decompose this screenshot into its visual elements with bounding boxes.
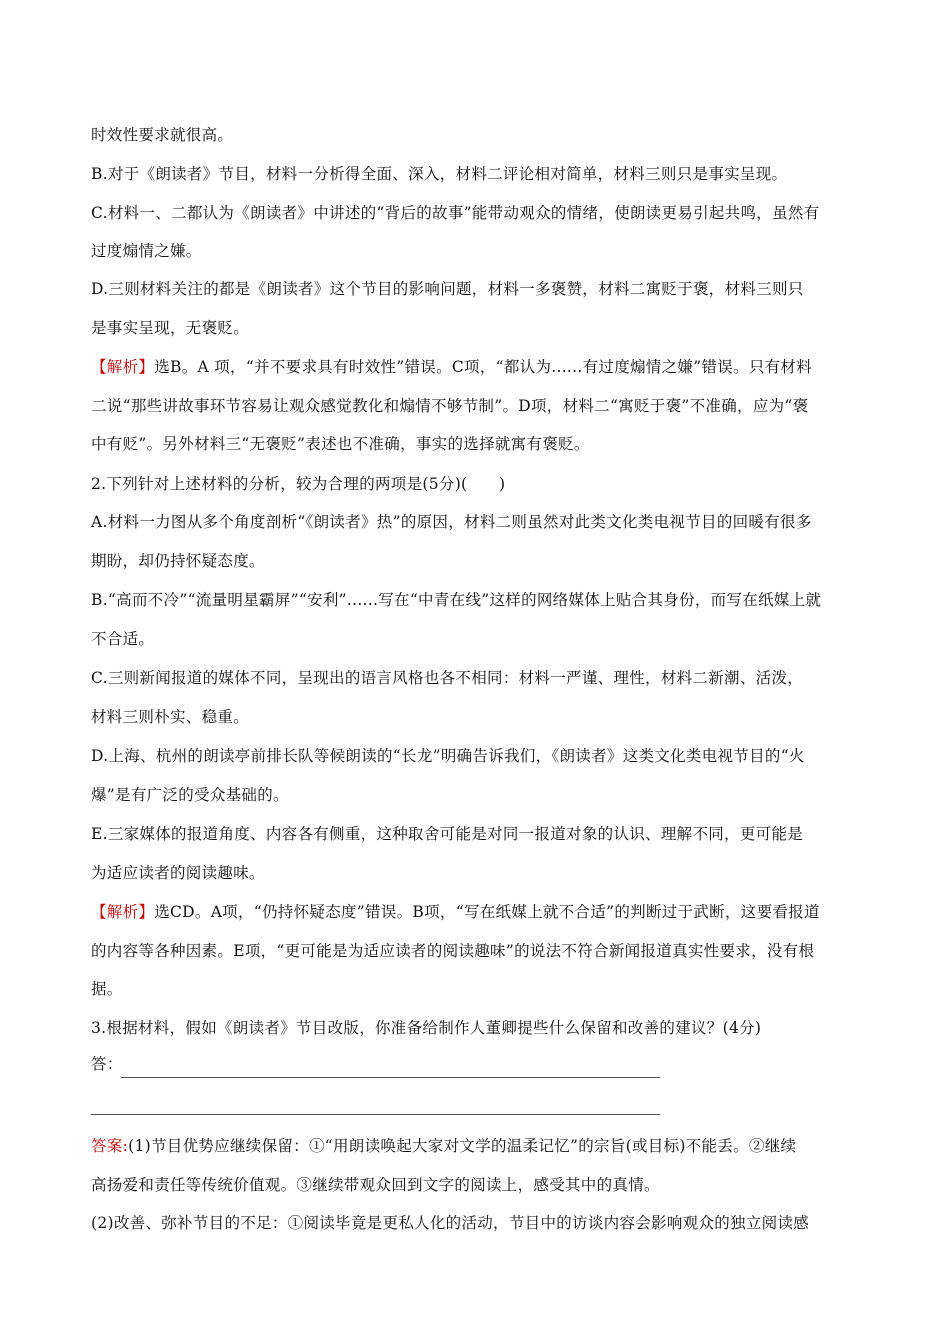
text-line: 中有贬”。另外材料三“无褒贬”表述也不准确，事实的选择就寓有褒贬。	[91, 435, 590, 453]
option-c-line: C.三则新闻报道的媒体不同，呈现出的语言风格也各不相同：材料一严谨、理性，材料二新潮、活泼，	[91, 669, 804, 687]
option-d-line: D.上海、杭州的朗读亭前排长队等候朗读的“长龙”明确告诉我们，《朗读者》这类文化类电视节目的“火	[91, 747, 805, 765]
analysis-label: 【解析】	[91, 358, 155, 376]
answer-text: (1)节目优势应继续保留：①“用朗读唤起大家对文学的温柔记忆”的宗旨(或目标)不能丢。②继续	[128, 1137, 797, 1155]
text-line: 为适应读者的阅读趣味。	[91, 864, 265, 882]
text-line: 过度煽情之嫌。	[91, 242, 202, 260]
analysis-text: 选B。A 项，“并不要求具有时效性”错误。C项，“都认为......有过度煽情之嫌”错误。只有材料	[154, 358, 813, 376]
text-line: 是事实呈现，无褒贬。	[91, 319, 250, 337]
answer-label: 答案:	[91, 1137, 129, 1155]
option-b-line: B.“高而不冷”“流量明星霸屏”“安利”......写在“中青在线”这样的网络媒体上贴合其身份，而写在纸媒上就	[91, 591, 822, 609]
text-line: 时效性要求就很高。	[91, 126, 234, 144]
text-line: (2)改善、弥补节目的不足：①阅读毕竟是更私人化的活动，节目中的访谈内容会影响观众的独立阅读感	[91, 1214, 810, 1232]
question-3: 3.根据材料，假如《朗读者》节目改版，你准备给制作人董卿提些什么保留和改善的建议？(4分)	[91, 1019, 762, 1037]
analysis-label: 【解析】	[91, 903, 155, 921]
option-b-line: B.对于《朗读者》节目，材料一分析得全面、深入，材料二评论相对简单，材料三则只是事实呈现。	[91, 165, 788, 183]
analysis-line	[91, 901, 871, 923]
text-line: 爆”是有广泛的受众基础的。	[91, 786, 289, 804]
analysis-text: 选CD。A项，“仍持怀疑态度”错误。B项，“写在纸媒上就不合适”的判断过于武断，这要看报道	[154, 903, 820, 921]
option-e-line: E.三家媒体的报道角度、内容各有侧重，这种取舍可能是对同一报道对象的认识、理解不同，更可能是	[91, 825, 804, 843]
text-line: 据。	[91, 980, 123, 998]
option-c-line: C.材料一、二都认为《朗读者》中讲述的“背后的故事”能带动观众的情绪，使朗读更易引起共鸣，虽然有	[91, 204, 820, 222]
answer-blank-line	[91, 1114, 660, 1115]
answer-blank-line	[121, 1077, 660, 1078]
analysis-line	[91, 356, 871, 378]
text-line: 二说“那些讲故事环节容易让观众感觉教化和煽情不够节制”。D项，材料二“寓贬于褒”不准确，应为“褒	[91, 397, 809, 415]
answer-prefix: 答：	[91, 1055, 123, 1073]
option-d-line: D.三则材料关注的都是《朗读者》这个节目的影响问题，材料一多褒赞，材料二寓贬于褒，材料三则只	[91, 280, 804, 298]
option-a-line: A.材料一力图从多个角度剖析“《朗读者》热”的原因，材料二则虽然对此类文化类电视节目的回暖有很多	[91, 513, 812, 531]
text-line: 期盼，却仍持怀疑态度。	[91, 552, 265, 570]
text-line: 高扬爱和责任等传统价值观。③继续带观众回到文字的阅读上，感受其中的真情。	[91, 1176, 660, 1194]
text-line: 的内容等各种因素。E项，“更可能是为适应读者的阅读趣味”的说法不符合新闻报道真实性要求，没有根	[91, 942, 815, 960]
text-line: 材料三则朴实、稳重。	[91, 708, 250, 726]
question-2: 2.下列针对上述材料的分析，较为合理的两项是(5分)( )	[91, 475, 506, 493]
text-line: 不合适。	[91, 630, 155, 648]
answer-line	[91, 1135, 871, 1157]
